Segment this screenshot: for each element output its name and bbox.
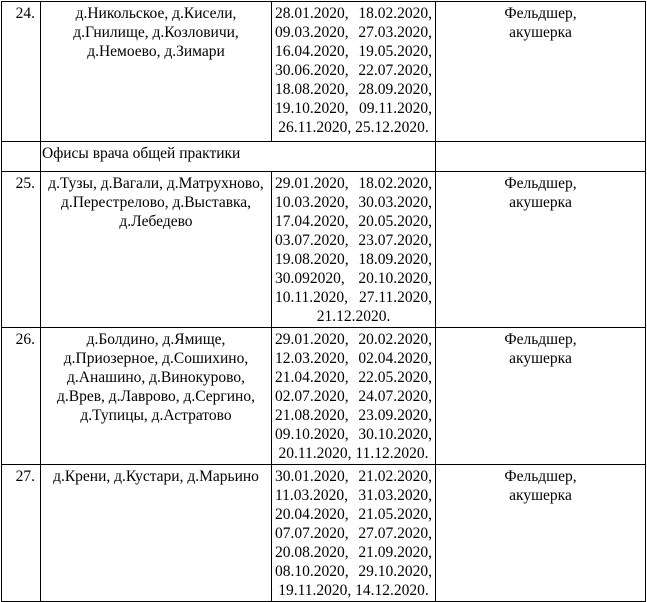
cell-line: 21.08.2020, 23.09.2020, (275, 407, 432, 424)
table-row (2, 465, 646, 602)
table-row (2, 2, 646, 142)
row-staff (436, 172, 646, 328)
cell-line: 17.04.2020, 20.05.2020, (275, 213, 432, 230)
cell-line: д.Крени, д.Кустари, д.Марьино (53, 468, 259, 485)
row-number: 26. (2, 328, 41, 465)
cell-line: 21.12.2020. (316, 308, 391, 325)
row-locations (41, 465, 272, 602)
table-row (2, 328, 646, 465)
cell-line: 09.03.2020, 27.03.2020, (275, 24, 432, 41)
cell-line: акушерка (509, 24, 572, 41)
cell-line: 11.03.2020, 31.03.2020, (275, 487, 432, 504)
cell-line: д.Никольское, д.Кисели, (75, 5, 237, 22)
cell-line: 19.11.2020, 14.12.2020. (278, 582, 429, 599)
cell-line: акушерка (509, 350, 572, 367)
cell-line: 10.11.2020, 27.11.2020, (275, 289, 432, 306)
row-staff (436, 2, 646, 142)
row-number: 25. (2, 172, 41, 328)
cell-line: 10.03.2020, 30.03.2020, (275, 194, 432, 211)
row-number: 24. (2, 2, 41, 142)
cell-line: д.Тузы, д.Вагали, д.Матрухново, (48, 175, 264, 192)
cell-line: 07.07.2020, 27.07.2020, (275, 525, 432, 542)
section-spacer (2, 142, 41, 172)
cell-line: 19.10.2020, 09.11.2020, (275, 100, 432, 117)
row-locations (41, 172, 272, 328)
row-staff (436, 328, 646, 465)
row-number: 27. (2, 465, 41, 602)
cell-line: 30.06.2020, 22.07.2020, (275, 62, 432, 79)
cell-line: акушерка (509, 194, 572, 211)
section-title: Офисы врача общей практики (41, 142, 436, 172)
cell-line: 12.03.2020, 02.04.2020, (275, 350, 432, 367)
cell-line: акушерка (509, 487, 572, 504)
cell-line: 18.08.2020, 28.09.2020, (275, 81, 432, 98)
row-dates (272, 2, 436, 142)
cell-line: д.Лебедево (119, 213, 193, 230)
cell-line: 30.092020, 20.10.2020, (275, 270, 432, 287)
cell-line: д.Немоево, д.Зимари (87, 43, 225, 60)
cell-line: 16.04.2020, 19.05.2020, (275, 43, 432, 60)
cell-line: д.Перестрелово, д.Выставка, (60, 194, 252, 211)
cell-line: 29.01.2020, 18.02.2020, (275, 175, 432, 192)
row-dates (272, 465, 436, 602)
row-staff (436, 465, 646, 602)
cell-line: д.Анашино, д.Винокурово, (67, 369, 245, 386)
cell-line: 29.01.2020, 20.02.2020, (275, 331, 432, 348)
cell-line: 28.01.2020, 18.02.2020, (275, 5, 432, 22)
cell-line: д.Врев, д.Лаврово, д.Сергино, (57, 388, 255, 405)
section-spacer (436, 142, 646, 172)
cell-line: 30.01.2020, 21.02.2020, (275, 468, 432, 485)
cell-line: 02.07.2020, 24.07.2020, (275, 388, 432, 405)
schedule-table (1, 1, 646, 602)
cell-line: 20.11.2020, 11.12.2020. (278, 445, 429, 462)
section-row (2, 142, 646, 172)
cell-line: 03.07.2020, 23.07.2020, (275, 232, 432, 249)
cell-line: Фельдшер, (504, 468, 577, 485)
cell-line: 20.04.2020, 21.05.2020, (275, 506, 432, 523)
cell-line: 20.08.2020, 21.09.2020, (275, 544, 432, 561)
cell-line: д.Болдино, д.Ямище, (86, 331, 226, 348)
cell-line: д.Приозерное, д.Сошихино, (63, 350, 249, 367)
row-locations (41, 328, 272, 465)
row-locations (41, 2, 272, 142)
cell-line: Фельдшер, (504, 175, 577, 192)
cell-line: 09.10.2020, 30.10.2020, (275, 426, 432, 443)
cell-line: 26.11.2020, 25.12.2020. (278, 119, 429, 136)
cell-line: д.Гнилище, д.Козловичи, (73, 24, 239, 41)
cell-line: 21.04.2020, 22.05.2020, (275, 369, 432, 386)
cell-line: Фельдшер, (504, 5, 577, 22)
cell-line: 08.10.2020, 29.10.2020, (275, 563, 432, 580)
cell-line: 19.08.2020, 18.09.2020, (275, 251, 432, 268)
cell-line: д.Тупицы, д.Астратово (80, 407, 232, 424)
table-row (2, 172, 646, 328)
row-dates (272, 328, 436, 465)
row-dates (272, 172, 436, 328)
cell-line: Фельдшер, (504, 331, 577, 348)
schedule-table-body (2, 2, 646, 602)
